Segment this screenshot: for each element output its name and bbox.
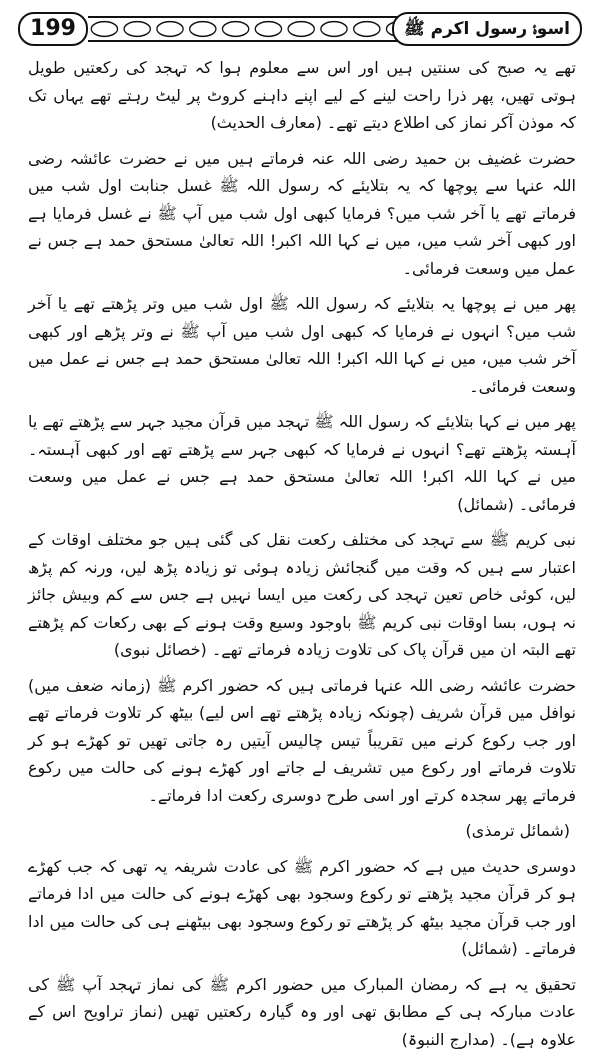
page-header bbox=[14, 8, 586, 46]
page-number: 199 bbox=[18, 12, 88, 46]
header-ornament bbox=[88, 16, 416, 42]
paragraph-5: نبی کریم ﷺ سے تہجد کی مختلف رکعت نقل کی گئی ہیں جو مختلف اوقات کے اعتبار سے ہیں کہ وقت میں گنجائش زیادہ ہوئی تو زیادہ پڑھ لیں، ورنہ کم پڑھ لیں، کوئی خاص تعین تہجد کی رکعت میں ایسا نہیں ہے جس سے کم وبیش جائز نہ ہوں، بسا اوقات نبی کریم ﷺ باوجود وسیع وقت ہونے کے بھی رکعات کم پڑھتے تھے البتہ ان میں قرآن پاک کی تلاوت زیادہ فرماتے تھے۔ (خصائل نبوی) bbox=[28, 526, 576, 664]
ornament-pattern bbox=[88, 18, 416, 40]
book-title: اسوۂ رسول اکرم ﷺ bbox=[392, 12, 582, 46]
paragraph-3: پھر میں نے پوچھا یہ بتلایئے کہ رسول اللہ ﷺ اول شب میں وتر پڑھتے تھے یا آخر شب میں؟ انہوں نے فرمایا کہ کبھی اول شب میں آپ ﷺ نے وتر پڑھے اور کبھی آخر شب میں، میں نے کہا اللہ اکبر! اللہ تعالیٰ مستحق حمد ہے جس نے عمل میں وسعت فرمائی۔ bbox=[28, 290, 576, 400]
paragraph-6: حضرت عائشہ رضی اللہ عنہا فرماتی ہیں کہ حضور اکرم ﷺ (زمانہ ضعف میں) نوافل میں قرآن شریف (چونکہ زیادہ پڑھتے تھے اس لیے) بیٹھ کر تلاوت فرماتے تھے اور جب رکوع کرنے میں تقریباً تیس چالیس آیتیں رہ جاتی تھیں تو کھڑے ہو کر تلاوت فرماتے اور رکوع میں تشریف لے جاتے اور کھڑے ہونے کی حالت میں رکوع فرماتے پھر سجدہ کرتے اور اسی طرح دوسری رکعت ادا فرماتے۔ bbox=[28, 672, 576, 810]
paragraph-8: تحقیق یہ ہے کہ رمضان المبارک میں حضور اکرم ﷺ کی نماز تہجد آپ ﷺ کی عادت مبارکہ ہی کے مطابق تھی اور وہ گیارہ رکعتیں تھیں (نماز تراویح اس کے علاوہ ہے)۔ (مدارج النبوۃ) bbox=[28, 971, 576, 1053]
paragraph-4: پھر میں نے کہا بتلایئے کہ رسول اللہ ﷺ تہجد میں قرآن مجید جہر سے پڑھتے تھے یا آہستہ پڑھتے تھے؟ انہوں نے فرمایا کہ کبھی جہر سے پڑھتے تھے اور کبھی آہستہ۔ میں نے کہا اللہ اکبر! اللہ تعالیٰ مستحق حمد ہے جس نے عمل میں وسعت فرمائی۔ (شمائل) bbox=[28, 408, 576, 518]
paragraph-2: حضرت غضیف بن حمید رضی اللہ عنہ فرماتے ہیں میں نے حضرت عائشہ رضی اللہ عنہا سے پوچھا کہ یہ بتلایئے کہ رسول اللہ ﷺ غسل جنابت اول شب میں فرماتے تھے یا آخر شب میں؟ فرمایا کبھی اول شب میں آپ ﷺ نے غسل فرمایا ہے اور کبھی آخر شب میں، میں نے کہا اللہ اکبر! اللہ تعالیٰ مستحق حمد ہے جس نے عمل میں وسعت فرمائی۔ bbox=[28, 145, 576, 283]
reference-shamail-tirmidhi: (شمائل ترمذی) bbox=[28, 817, 576, 845]
paragraph-1: تھے یہ صبح کی سنتیں ہیں اور اس سے معلوم ہوا کہ تہجد کی رکعتیں طویل ہوتی تھیں، پھر ذرا راحت لینے کے لیے اپنے داہنے کروٹ پر لیٹ رہتے تھے یہاں تک کہ موذن آکر نماز کی اطلاع دیتے تھے۔ (معارف الحدیث) bbox=[28, 54, 576, 137]
page-body bbox=[28, 54, 576, 974]
paragraph-7: دوسری حدیث میں ہے کہ حضور اکرم ﷺ کی عادت شریفہ یہ تھی کہ جب کھڑے ہو کر قرآن مجید پڑھتے تو رکوع وسجود بھی کھڑے ہونے کی حالت میں ادا فرماتے اور جب قرآن مجید بیٹھ کر پڑھتے تو رکوع وسجود بھی بیٹھنے ہی کی حالت میں ادا فرماتے۔ (شمائل) bbox=[28, 853, 576, 963]
